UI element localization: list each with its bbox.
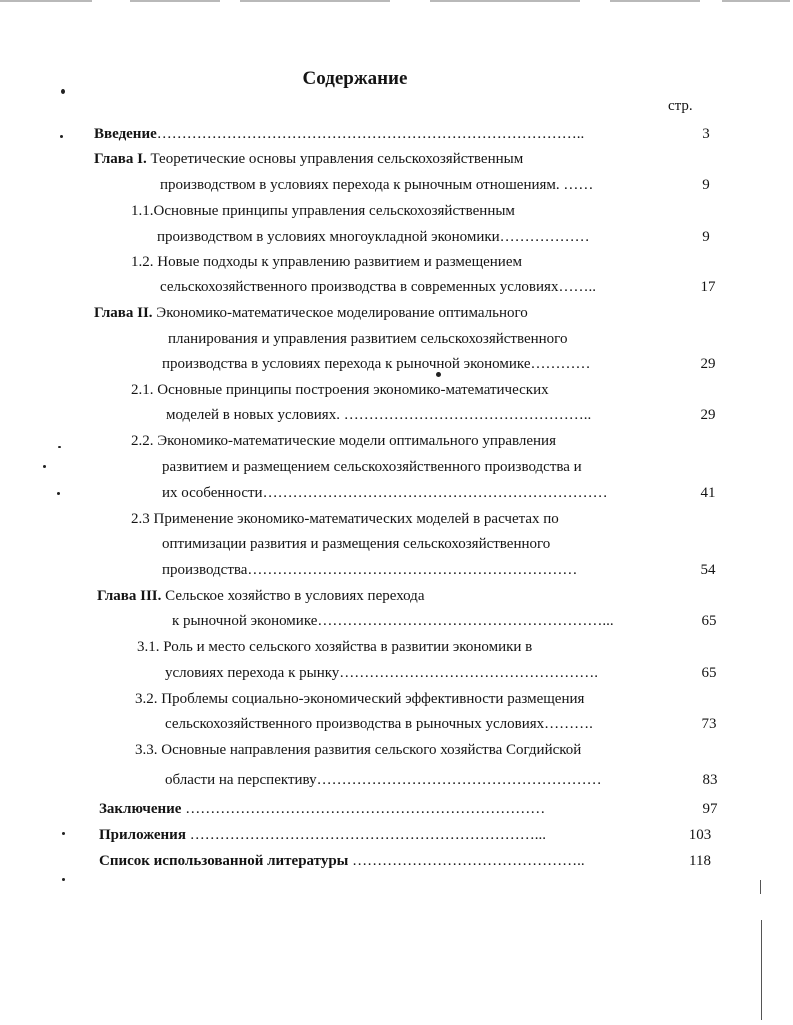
entry-heading: Глава II. bbox=[94, 305, 153, 321]
entry-heading: Глава III. bbox=[97, 588, 162, 604]
page-number: 54 bbox=[700, 562, 716, 578]
page-number: 73 bbox=[701, 716, 717, 732]
entry-heading: Список использованной литературы bbox=[99, 853, 349, 869]
toc-entry-section-3-1-cont: условиях перехода к рынку……………………………………………. bbox=[165, 665, 599, 681]
page-number: 103 bbox=[688, 827, 712, 843]
page-number: 9 bbox=[702, 229, 710, 245]
toc-entry-conclusion bbox=[99, 799, 671, 819]
entry-text: ……………………………………….. bbox=[348, 853, 585, 869]
page-number: 118 bbox=[689, 853, 711, 869]
scan-speck bbox=[57, 492, 60, 495]
page-number: 29 bbox=[700, 407, 716, 423]
toc-entry-chapter-1 bbox=[94, 149, 694, 169]
page-number: 97 bbox=[702, 801, 718, 817]
entry-text: Теоретические основы управления сельскохозяйственным bbox=[146, 151, 524, 167]
scan-top-edge-mid3 bbox=[430, 0, 580, 2]
scan-top-edge-left bbox=[0, 0, 92, 2]
entry-heading: Введение bbox=[94, 126, 157, 142]
entry-heading: Заключение bbox=[99, 801, 182, 817]
page-number: 41 bbox=[700, 485, 716, 501]
page-column-label: стр. bbox=[668, 98, 693, 114]
page-number: 65 bbox=[701, 613, 717, 629]
page-number: 29 bbox=[700, 356, 716, 372]
toc-entry-section-2-1-cont: моделей в новых условиях. ………………………………………….. bbox=[166, 407, 592, 423]
toc-entry-chapter-2-cont: планирования и управления развитием сельскохозяйственного bbox=[168, 331, 568, 347]
toc-entry-chapter-1-cont: производством в условиях перехода к рыночным отношениям. …… bbox=[160, 177, 594, 193]
entry-text: Сельское хозяйство в условиях перехода bbox=[161, 588, 425, 604]
toc-entry-introduction bbox=[94, 124, 670, 144]
entry-text: ……………………………………………………………... bbox=[185, 827, 546, 843]
entry-text: Экономико-математическое моделирование оптимального bbox=[152, 305, 528, 321]
page-number: 83 bbox=[702, 772, 718, 788]
toc-entry-section-2-3-cont2: производства………………………………………………………… bbox=[162, 562, 578, 578]
toc-entry-section-1-1: 1.1.Основные принципы управления сельскохозяйственным bbox=[131, 203, 515, 219]
entry-heading: Глава I. bbox=[94, 151, 147, 167]
toc-entry-section-2-1: 2.1. Основные принципы построения экономико-математических bbox=[131, 382, 549, 398]
entry-text: ……………………………………………………………… bbox=[181, 801, 546, 817]
toc-entry-section-3-1: 3.1. Роль и место сельского хозяйства в развитии экономики в bbox=[137, 639, 533, 655]
toc-entry-chapter-3 bbox=[97, 586, 697, 606]
page-number: 65 bbox=[701, 665, 717, 681]
toc-entry-references bbox=[99, 851, 671, 871]
entry-text: ………………………………………………………………………….. bbox=[156, 126, 585, 142]
scan-edge-line bbox=[760, 880, 761, 894]
toc-entry-section-3-3-cont: области на перспективу………………………………………………… bbox=[165, 772, 602, 788]
scan-speck bbox=[43, 465, 46, 468]
toc-entry-section-1-1-cont: производством в условиях многоукладной экономики……………… bbox=[157, 229, 590, 245]
scan-top-edge-right bbox=[610, 0, 700, 2]
toc-entry-chapter-2 bbox=[94, 303, 694, 323]
toc-entry-section-2-2-cont: развитием и размещением сельскохозяйственного производства и bbox=[162, 459, 582, 475]
entry-heading: Приложения bbox=[99, 827, 186, 843]
scan-speck bbox=[62, 832, 65, 835]
page-number: 17 bbox=[700, 279, 716, 295]
scan-edge-line bbox=[761, 920, 762, 1020]
toc-entry-section-2-2: 2.2. Экономико-математические модели оптимального управления bbox=[131, 433, 556, 449]
toc-title: Содержание bbox=[302, 68, 408, 89]
toc-entry-section-2-2-cont2: их особенности…………………………………………………………… bbox=[162, 485, 608, 501]
toc-entry-section-3-2-cont: сельскохозяйственного производства в рыночных условиях………. bbox=[165, 716, 593, 732]
scan-speck bbox=[60, 135, 63, 138]
toc-entry-section-3-3: 3.3. Основные направления развития сельского хозяйства Согдийской bbox=[135, 742, 582, 758]
toc-entry-chapter-2-cont2: производства в условиях перехода к рыночной экономике………… bbox=[162, 356, 591, 372]
scan-top-edge-mid bbox=[130, 0, 220, 2]
toc-entry-section-3-2: 3.2. Проблемы социально-экономический эффективности размещения bbox=[135, 691, 585, 707]
toc-entry-section-2-3: 2.3 Применение экономико-математических моделей в расчетах по bbox=[131, 511, 559, 527]
toc-entry-appendices bbox=[99, 825, 671, 845]
toc-entry-section-1-2: 1.2. Новые подходы к управлению развитием и размещением bbox=[131, 254, 522, 270]
page-number: 9 bbox=[702, 177, 710, 193]
scan-top-edge-far-right bbox=[722, 0, 790, 2]
toc-entry-section-1-2-cont: сельскохозяйственного производства в современных условиях…….. bbox=[160, 279, 596, 295]
scan-top-edge-mid2 bbox=[240, 0, 390, 2]
toc-entry-chapter-3-cont: к рыночной экономике…………………………………………………... bbox=[172, 613, 614, 629]
toc-entry-section-2-3-cont: оптимизации развития и размещения сельскохозяйственного bbox=[162, 536, 551, 552]
scan-speck bbox=[62, 878, 65, 881]
page-number: 3 bbox=[702, 126, 710, 142]
scan-speck bbox=[58, 446, 61, 448]
